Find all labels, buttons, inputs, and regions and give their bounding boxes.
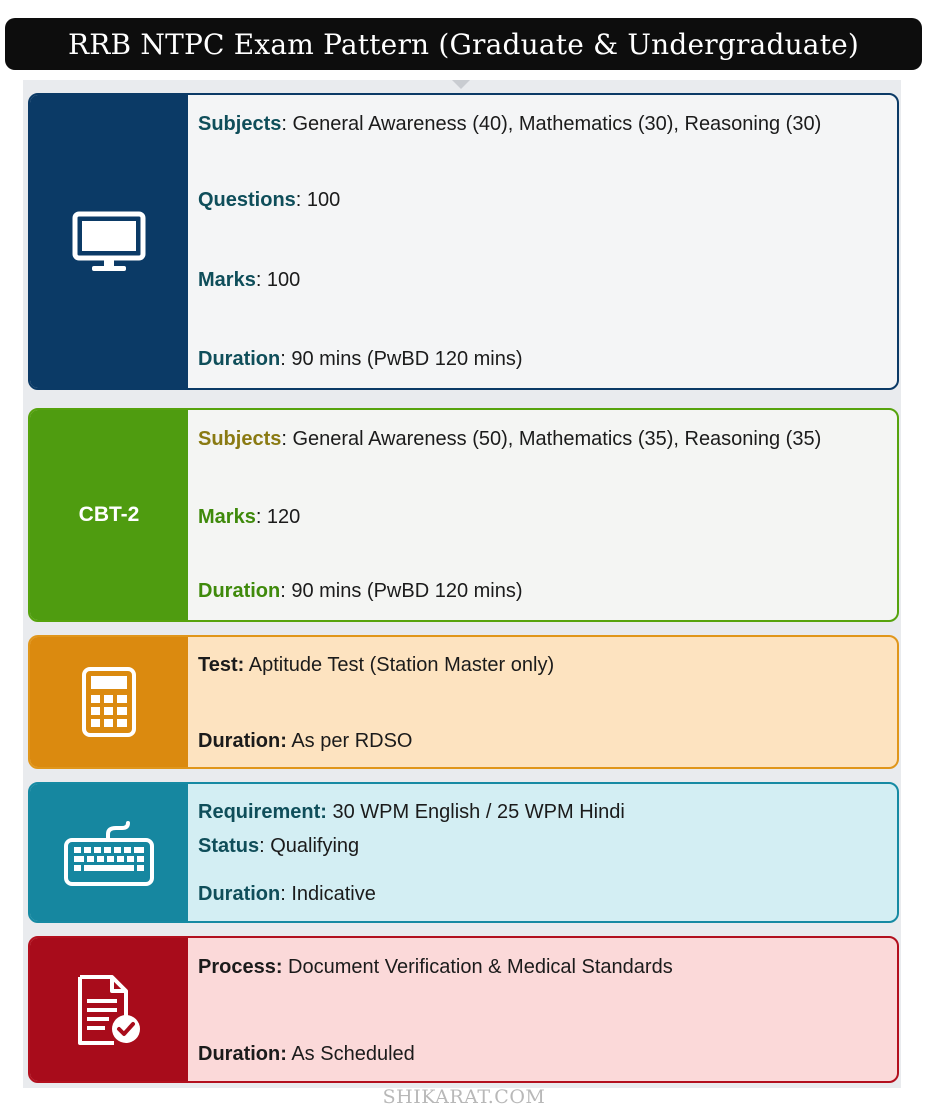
stage-card-body	[188, 637, 897, 767]
info-value: : 100	[295, 189, 341, 211]
info-row	[198, 883, 376, 906]
info-value: Document Verification & Medical Standards	[282, 956, 673, 978]
info-value: : 90 mins (PwBD 120 mins)	[280, 580, 523, 602]
info-label: Duration	[198, 580, 281, 602]
stage-card-side	[30, 637, 188, 767]
site-watermark: SHIKARAT.COM	[382, 1086, 546, 1108]
info-label: Requirement:	[198, 801, 327, 823]
page-title: RRB NTPC Exam Pattern (Graduate & Undergraduate)	[67, 27, 860, 61]
info-value: : 100	[255, 269, 301, 291]
stage-card-body	[188, 784, 897, 921]
info-row	[198, 348, 523, 371]
info-row	[198, 428, 821, 451]
info-value: : 90 mins (PwBD 120 mins)	[280, 348, 523, 370]
info-label: Process:	[198, 956, 283, 978]
stage-card-body	[188, 938, 897, 1081]
info-row	[198, 730, 413, 753]
stage-card-cbt1	[28, 93, 899, 390]
info-label: Duration	[198, 883, 281, 905]
info-label: Status	[198, 835, 260, 857]
stage-card-body	[188, 410, 897, 620]
info-row	[198, 189, 340, 212]
info-row	[198, 113, 821, 136]
info-row	[198, 835, 359, 858]
chevron-down-icon	[452, 80, 470, 89]
info-row	[198, 1043, 415, 1066]
info-value: : Indicative	[280, 883, 376, 905]
stage-card-dv	[28, 936, 899, 1083]
stage-card-cbt2	[28, 408, 899, 622]
stage-card-side	[30, 410, 188, 620]
info-label: Questions	[198, 189, 296, 211]
info-label: Duration	[198, 348, 281, 370]
info-value: Aptitude Test (Station Master only)	[244, 654, 555, 676]
info-label: Subjects	[198, 113, 282, 135]
info-value: : 120	[255, 506, 301, 528]
info-label: Subjects	[198, 428, 282, 450]
info-value: As per RDSO	[286, 730, 413, 752]
info-row	[198, 956, 673, 979]
info-label: Marks	[198, 506, 256, 528]
info-value: : General Awareness (40), Mathematics (30), Reasoning (30)	[281, 113, 822, 135]
stage-card-side	[30, 784, 188, 921]
info-value: : Qualifying	[259, 835, 360, 857]
stage-card-side	[30, 938, 188, 1081]
info-row	[198, 269, 300, 292]
info-row	[198, 580, 523, 603]
stage-card-aptitude	[28, 635, 899, 769]
stage-card-side	[30, 95, 188, 388]
info-row	[198, 506, 300, 529]
info-label: Duration:	[198, 1043, 287, 1065]
info-label: Test:	[198, 654, 245, 676]
info-value: As Scheduled	[286, 1043, 415, 1065]
info-row	[198, 801, 625, 824]
info-value: 30 WPM English / 25 WPM Hindi	[326, 801, 625, 823]
calculator-icon	[82, 667, 136, 737]
info-label: Marks	[198, 269, 256, 291]
monitor-icon	[72, 211, 146, 273]
stage-card-body	[188, 95, 897, 388]
document-check-icon	[74, 973, 144, 1047]
stage-label: CBT-2	[78, 503, 140, 526]
title-banner	[5, 18, 922, 70]
keyboard-icon	[64, 820, 154, 886]
info-row	[198, 654, 554, 677]
info-label: Duration:	[198, 730, 287, 752]
stage-card-typing	[28, 782, 899, 923]
info-value: : General Awareness (50), Mathematics (35), Reasoning (35)	[281, 428, 822, 450]
